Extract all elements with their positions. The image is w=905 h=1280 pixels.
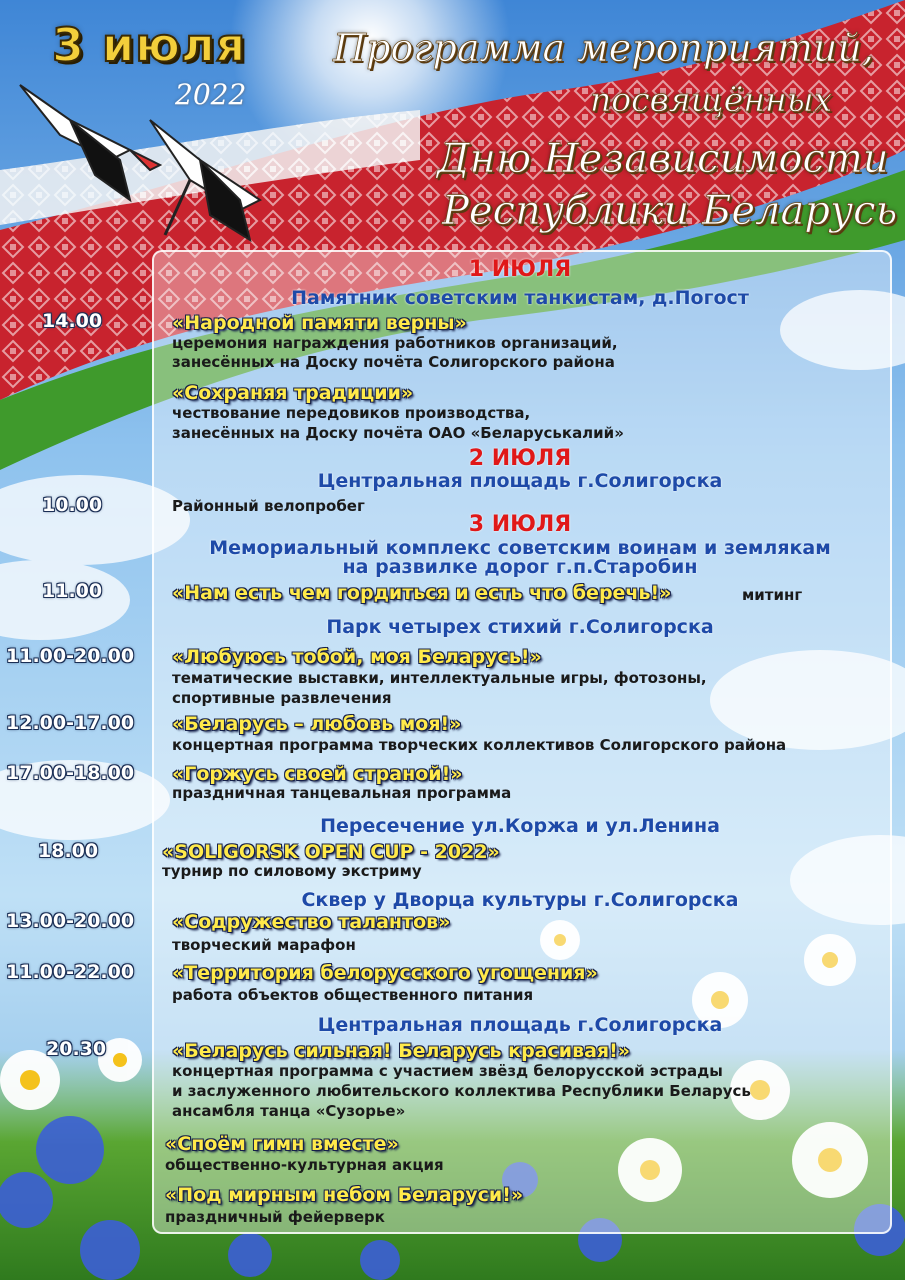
event-title: «Под мирным небом Беларуси!»	[165, 1184, 524, 1206]
event-description: Районный велопробег	[172, 497, 365, 515]
event-time: 11.00	[42, 580, 103, 602]
venue-heading: Сквер у Дворца культуры г.Солигорска	[301, 889, 739, 911]
event-time: 20.30	[46, 1038, 107, 1060]
title-line-3: Дню Независимости	[437, 136, 889, 182]
title-line-4: Республики Беларусь	[442, 188, 898, 234]
event-description: творческий марафон	[172, 936, 356, 954]
event-description: занесённых на Доску почёта Солигорского района	[172, 353, 615, 371]
event-description: церемония награждения работников организаций,	[172, 334, 618, 352]
event-description: спортивные развлечения	[172, 689, 392, 707]
event-time: 12.00-17.00	[6, 712, 135, 734]
event-description: концертная программа с участием звёзд белорусской эстрады	[172, 1062, 723, 1080]
event-description: ансамбля танца «Сузорье»	[172, 1102, 406, 1120]
event-time: 18.00	[38, 840, 99, 862]
event-description: общественно-культурная акция	[165, 1156, 444, 1174]
event-title: «Территория белорусского угощения»	[172, 962, 598, 984]
day-heading-3: 3 ИЮЛЯ	[468, 512, 572, 537]
year-label: 2022	[175, 78, 247, 111]
venue-heading: на развилке дорог г.п.Старобин	[342, 556, 698, 578]
event-description: концертная программа творческих коллективов Солигорского района	[172, 736, 787, 754]
event-title: «Народной памяти верны»	[172, 312, 467, 334]
event-time: 11.00-22.00	[6, 961, 135, 983]
event-description: тематические выставки, интеллектуальные игры, фотозоны,	[172, 669, 707, 687]
event-time: 10.00	[42, 494, 103, 516]
event-description: работа объектов общественного питания	[172, 986, 534, 1004]
event-title: «Любуюсь тобой, моя Беларусь!»	[172, 646, 542, 668]
event-title: «Горжусь своей страной!»	[172, 763, 463, 785]
event-title: «Нам есть чем гордиться и есть что беречь!»	[172, 582, 672, 604]
event-title: «SOLIGORSK OPEN CUP - 2022»	[162, 841, 500, 863]
venue-heading: Пересечение ул.Коржа и ул.Ленина	[320, 815, 720, 837]
event-title: «Содружество талантов»	[172, 911, 451, 933]
venue-heading: Центральная площадь г.Солигорска	[317, 470, 723, 492]
event-time: 11.00-20.00	[6, 645, 135, 667]
event-title: «Споём гимн вместе»	[165, 1133, 399, 1155]
event-time: 14.00	[42, 310, 103, 332]
title-line-1: Программа мероприятий,	[333, 26, 874, 70]
day-heading-1: 1 ИЮЛЯ	[468, 257, 572, 282]
event-description: чествование передовиков производства,	[172, 404, 531, 422]
date-heading: 3 июля	[52, 18, 247, 72]
event-title: «Сохраняя традиции»	[172, 382, 414, 404]
event-description: праздничная танцевальная программа	[172, 784, 512, 802]
venue-heading: Центральная площадь г.Солигорска	[317, 1014, 723, 1036]
event-description: турнир по силовому экстриму	[162, 862, 422, 880]
venue-heading: Мемориальный комплекс советским воинам и землякам	[209, 537, 831, 559]
event-time: 17.00-18.00	[6, 762, 135, 784]
title-line-2: посвящённых	[590, 80, 833, 119]
event-description: занесённых на Доску почёта ОАО «Беларуськалий»	[172, 424, 624, 442]
event-description: и заслуженного любительского коллектива Республики Беларусь	[172, 1082, 751, 1100]
venue-heading: Парк четырех стихий г.Солигорска	[326, 616, 714, 638]
event-description: праздничный фейерверк	[165, 1208, 385, 1226]
venue-heading: Памятник советским танкистам, д.Погост	[291, 287, 749, 309]
event-time: 13.00-20.00	[6, 910, 135, 932]
day-heading-2: 2 ИЮЛЯ	[468, 446, 572, 471]
event-title: «Беларусь сильная! Беларусь красивая!»	[172, 1040, 631, 1062]
event-title: «Беларусь – любовь моя!»	[172, 713, 462, 735]
event-description: митинг	[742, 586, 803, 604]
